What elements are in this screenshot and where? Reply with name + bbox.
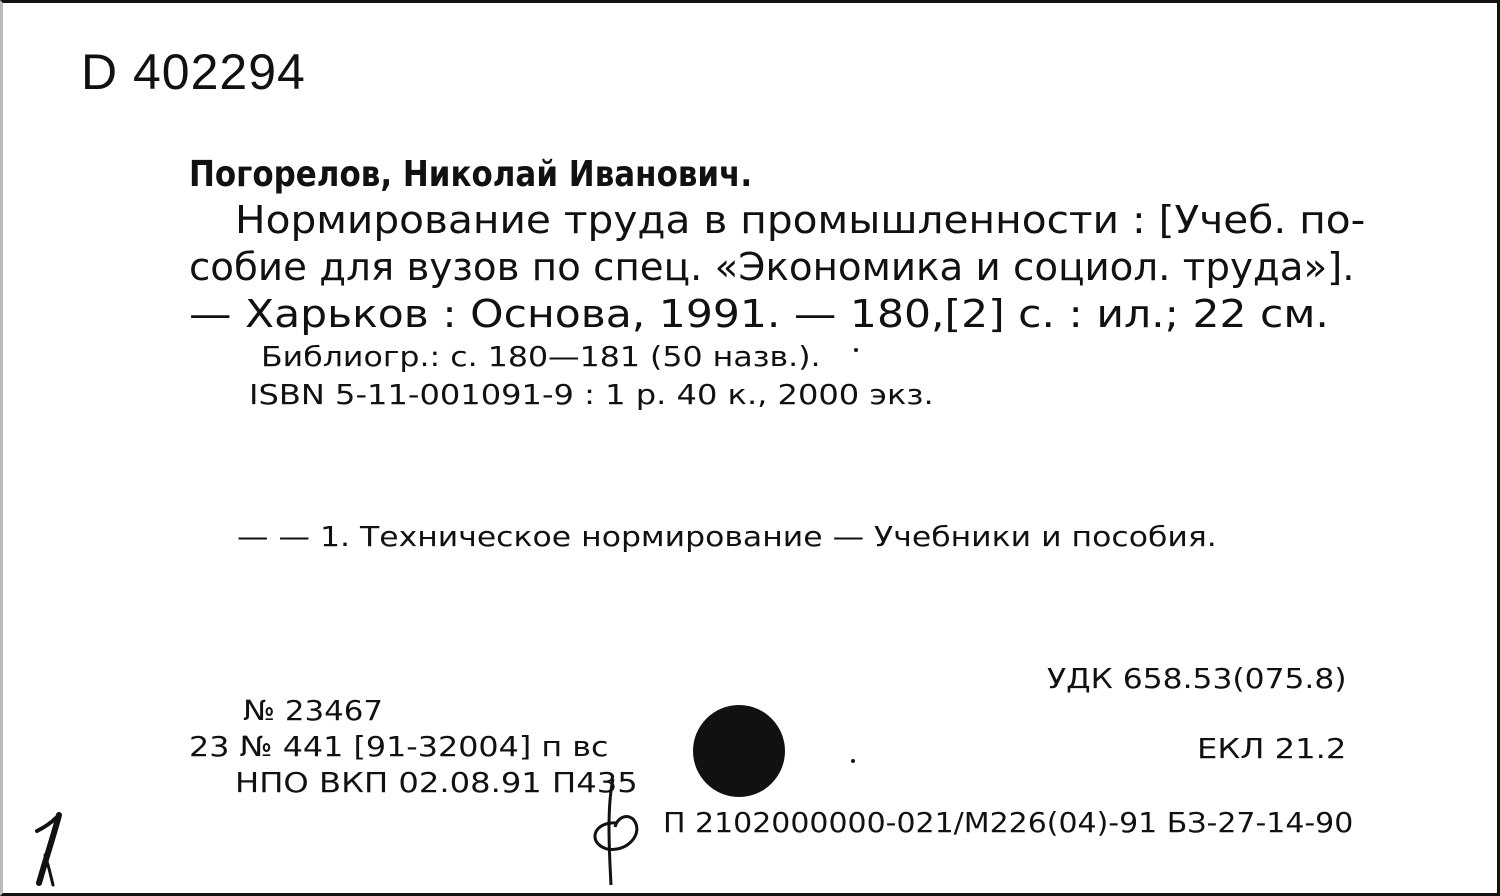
udk-code: УДК 658.53(075.8) [1047,662,1347,695]
npo-stamp: НПО ВКП 02.08.91 П435 [235,766,638,799]
ink-speck [854,348,858,352]
title-line-2: собие для вузов по спец. «Экономика и социол. труда»]. [189,245,1355,289]
handwritten-numeral-icon [31,811,71,891]
registration-number: 23 № 441 [91-32004] п вс [189,730,609,763]
punch-hole [693,705,785,797]
inventory-number: D 402294 [81,44,306,100]
order-number: № 23467 [243,694,384,727]
ekl-code: ЕКЛ 21.2 [1197,732,1347,765]
title-line-3: — Харьков : Основа, 1991. — 180,[2] с. : ил.; 22 см. [189,292,1329,336]
subject-heading: — — 1. Техническое нормирование — Учебники и пособия. [237,520,1217,553]
publisher-code: П 2102000000-021/М226(04)-91 БЗ-27-14-90 [663,806,1354,839]
isbn-line: ISBN 5-11-001091-9 : 1 р. 40 к., 2000 экз. [249,378,934,411]
title-line-1: Нормирование труда в промышленности : [Учеб. по- [235,198,1366,242]
author-heading: Погорелов, Николай Иванович. [189,154,753,195]
handwritten-mark-icon [587,767,657,889]
ink-speck [851,759,855,763]
bibliography-note: Библиогр.: с. 180—181 (50 назв.). [261,340,821,373]
